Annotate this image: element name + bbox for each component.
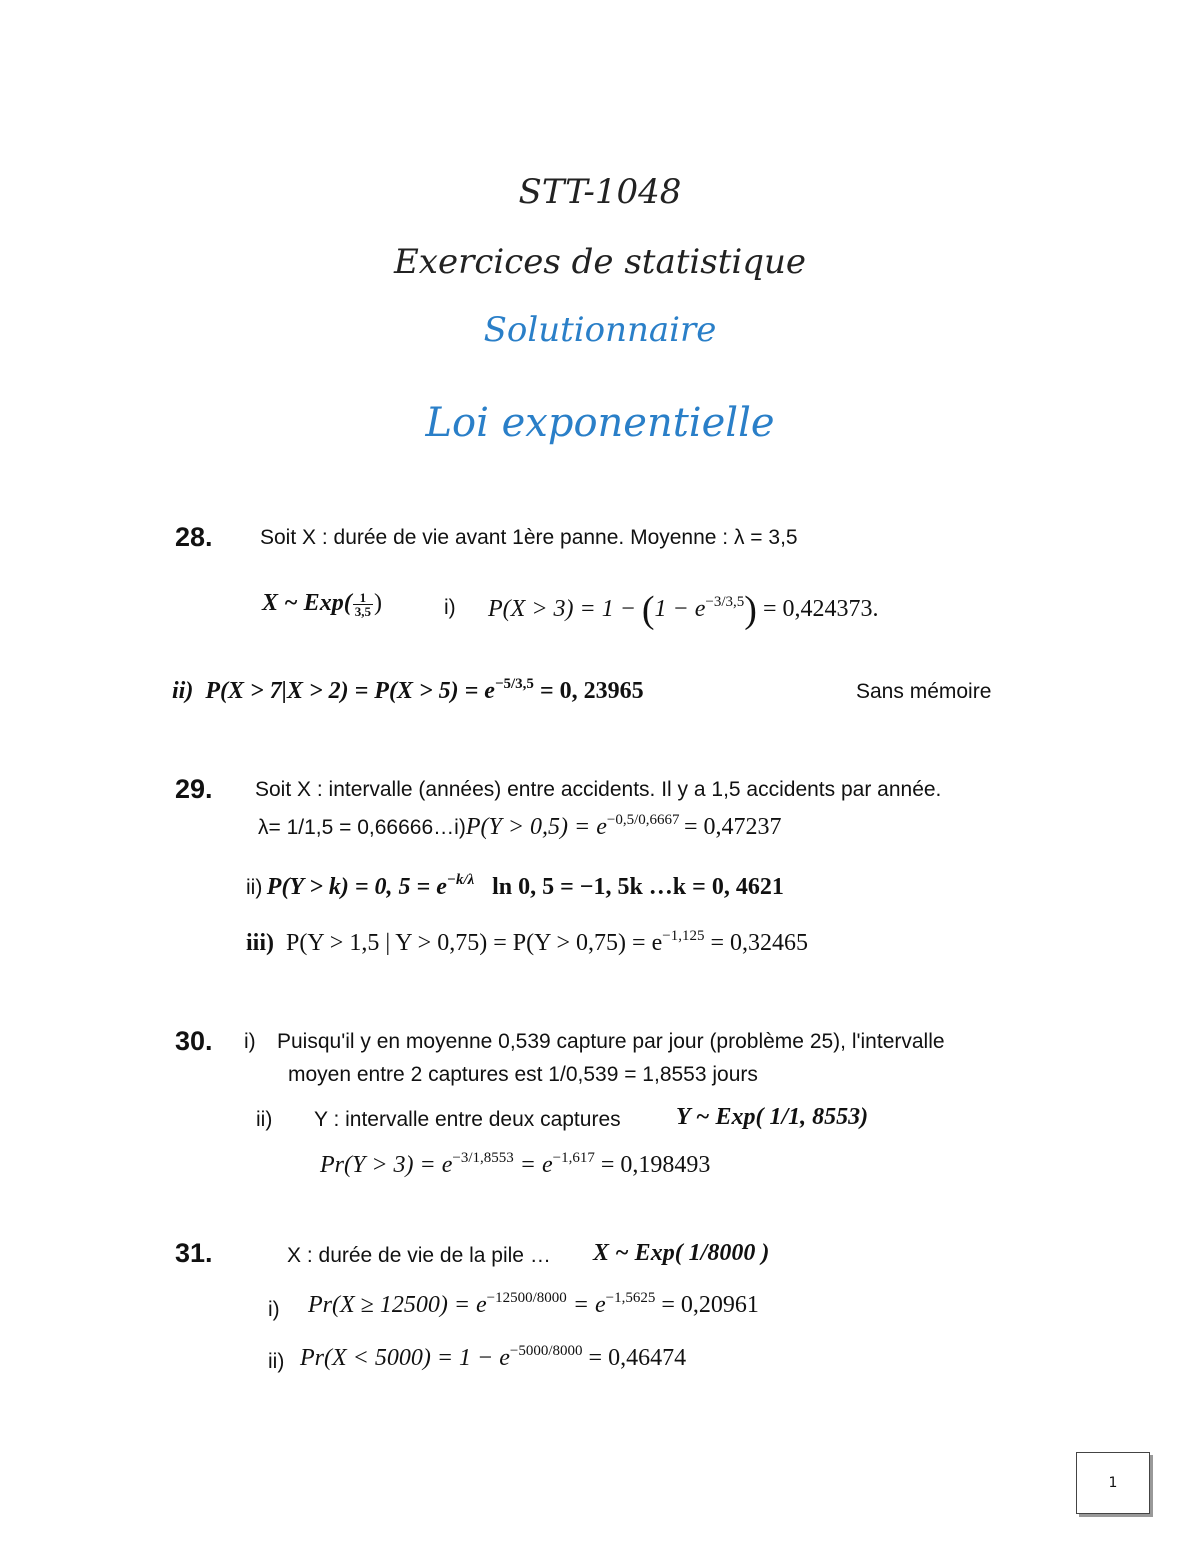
ii-result: = 0, 23965 — [539, 678, 644, 704]
iii-exponent: −1,125 — [662, 928, 705, 944]
i-result: = 0,20961 — [661, 1292, 759, 1318]
exercise-29-line-i — [258, 812, 782, 841]
pr-exponent-2: −1,617 — [552, 1150, 595, 1166]
exercise-31-distribution: X ~ Exp( 1/8000 ) — [593, 1240, 770, 1266]
iii-result: = 0,32465 — [710, 930, 808, 956]
exercise-31-number: 31. — [175, 1238, 213, 1268]
exercise-30-probability — [320, 1150, 710, 1179]
chapter-title: Loi exponentielle — [425, 400, 775, 446]
i-exponent: −3/3,5 — [705, 594, 745, 610]
exercise-30-ii-label: ii) — [256, 1108, 273, 1131]
exercise-30-distribution: Y ~ Exp( 1/1, 8553) — [676, 1104, 869, 1130]
ii-exponent: −k/λ — [446, 872, 475, 888]
ii-result: = 0,46474 — [588, 1345, 687, 1371]
dist-numerator: 1 — [353, 591, 373, 605]
pr-mid: = e — [513, 1152, 553, 1178]
ii-exponent: −5/3,5 — [494, 676, 534, 692]
i-exponent-1: −12500/8000 — [486, 1290, 567, 1306]
exercise-30-ii-text: Y : intervalle entre deux captures — [314, 1108, 621, 1131]
i-lhs: P(X > 3) = 1 − — [488, 596, 636, 622]
document-subtitle: Exercices de statistique — [393, 242, 807, 282]
dist-denominator: 3,5 — [354, 603, 371, 619]
dist-rhs: ) — [373, 590, 382, 616]
exercise-28-i-label: i) — [444, 596, 456, 619]
i-exponent: −0,5/0,6667 — [606, 812, 680, 828]
open-paren-icon: ( — [641, 589, 655, 631]
pr-result: = 0,198493 — [600, 1152, 711, 1178]
i-result: = 0,47237 — [683, 814, 782, 840]
i-inner: 1 − e — [654, 596, 706, 622]
exercise-29-line-ii — [246, 872, 784, 901]
i-expr: P(Y > 0,5) = e — [465, 814, 607, 840]
exercise-30-i-label: i) — [244, 1030, 256, 1053]
ii-expr: P(Y > k) = 0, 5 = e — [266, 874, 447, 900]
ii-label: ii) — [246, 876, 263, 899]
exercise-30-number: 30. — [175, 1026, 213, 1056]
close-paren-icon: ) — [744, 589, 757, 631]
exercise-31-intro: X : durée de vie de la pile … — [287, 1244, 551, 1267]
i-exponent-2: −1,5625 — [605, 1290, 656, 1306]
iii-label: iii) — [246, 930, 274, 956]
i-result: = 0,424373. — [762, 596, 879, 622]
exercise-28-distribution — [262, 590, 382, 618]
exercise-28-number: 28. — [175, 522, 213, 552]
exercise-31-i-label: i) — [268, 1298, 280, 1321]
ii-expr: P(X > 7|X > 2) = P(X > 5) = e — [205, 678, 495, 704]
exercise-29-line-iii — [246, 928, 808, 957]
page-number: 1 — [1076, 1452, 1150, 1514]
exercise-31-i-equation — [308, 1290, 759, 1319]
ii-rest: ln 0, 5 = −1, 5k …k = 0, 4621 — [492, 874, 784, 900]
dist-fraction — [353, 591, 373, 618]
pr-expr: Pr(Y > 3) = e — [320, 1152, 453, 1178]
exercise-29-number: 29. — [175, 774, 213, 804]
exercise-30-i-line2: moyen entre 2 captures est 1/0,539 = 1,8553 jours — [288, 1063, 758, 1086]
exercise-29-intro: Soit X : intervalle (années) entre accidents. Il y a 1,5 accidents par année. — [255, 778, 942, 801]
course-code: STT-1048 — [518, 172, 682, 212]
ii-exponent: −5000/8000 — [509, 1343, 583, 1359]
lambda-text: λ= 1/1,5 = 0,66666…i) — [258, 816, 466, 839]
exercise-31-ii-label: ii) — [268, 1350, 285, 1373]
ii-expr: Pr(X < 5000) = 1 − e — [300, 1345, 510, 1371]
exercise-31-ii-equation — [300, 1343, 686, 1372]
exercise-28-ii-equation — [172, 676, 644, 705]
solution-heading: Solutionnaire — [483, 310, 717, 350]
ii-label: ii) — [172, 678, 194, 704]
dist-lhs: X ~ Exp( — [262, 590, 352, 616]
exercise-28-i-equation — [488, 588, 879, 632]
i-mid: = e — [566, 1292, 606, 1318]
exercise-30-i-line1: Puisqu'il y en moyenne 0,539 capture par jour (problème 25), l'intervalle — [277, 1030, 945, 1053]
i-expr: Pr(X ≥ 12500) = e — [308, 1292, 487, 1318]
iii-expr: P(Y > 1,5 | Y > 0,75) = P(Y > 0,75) = e — [286, 930, 663, 956]
exercise-28-note: Sans mémoire — [856, 680, 992, 703]
pr-exponent-1: −3/1,8553 — [452, 1150, 514, 1166]
exercise-28-intro: Soit X : durée de vie avant 1ère panne. Moyenne : λ = 3,5 — [260, 526, 798, 549]
